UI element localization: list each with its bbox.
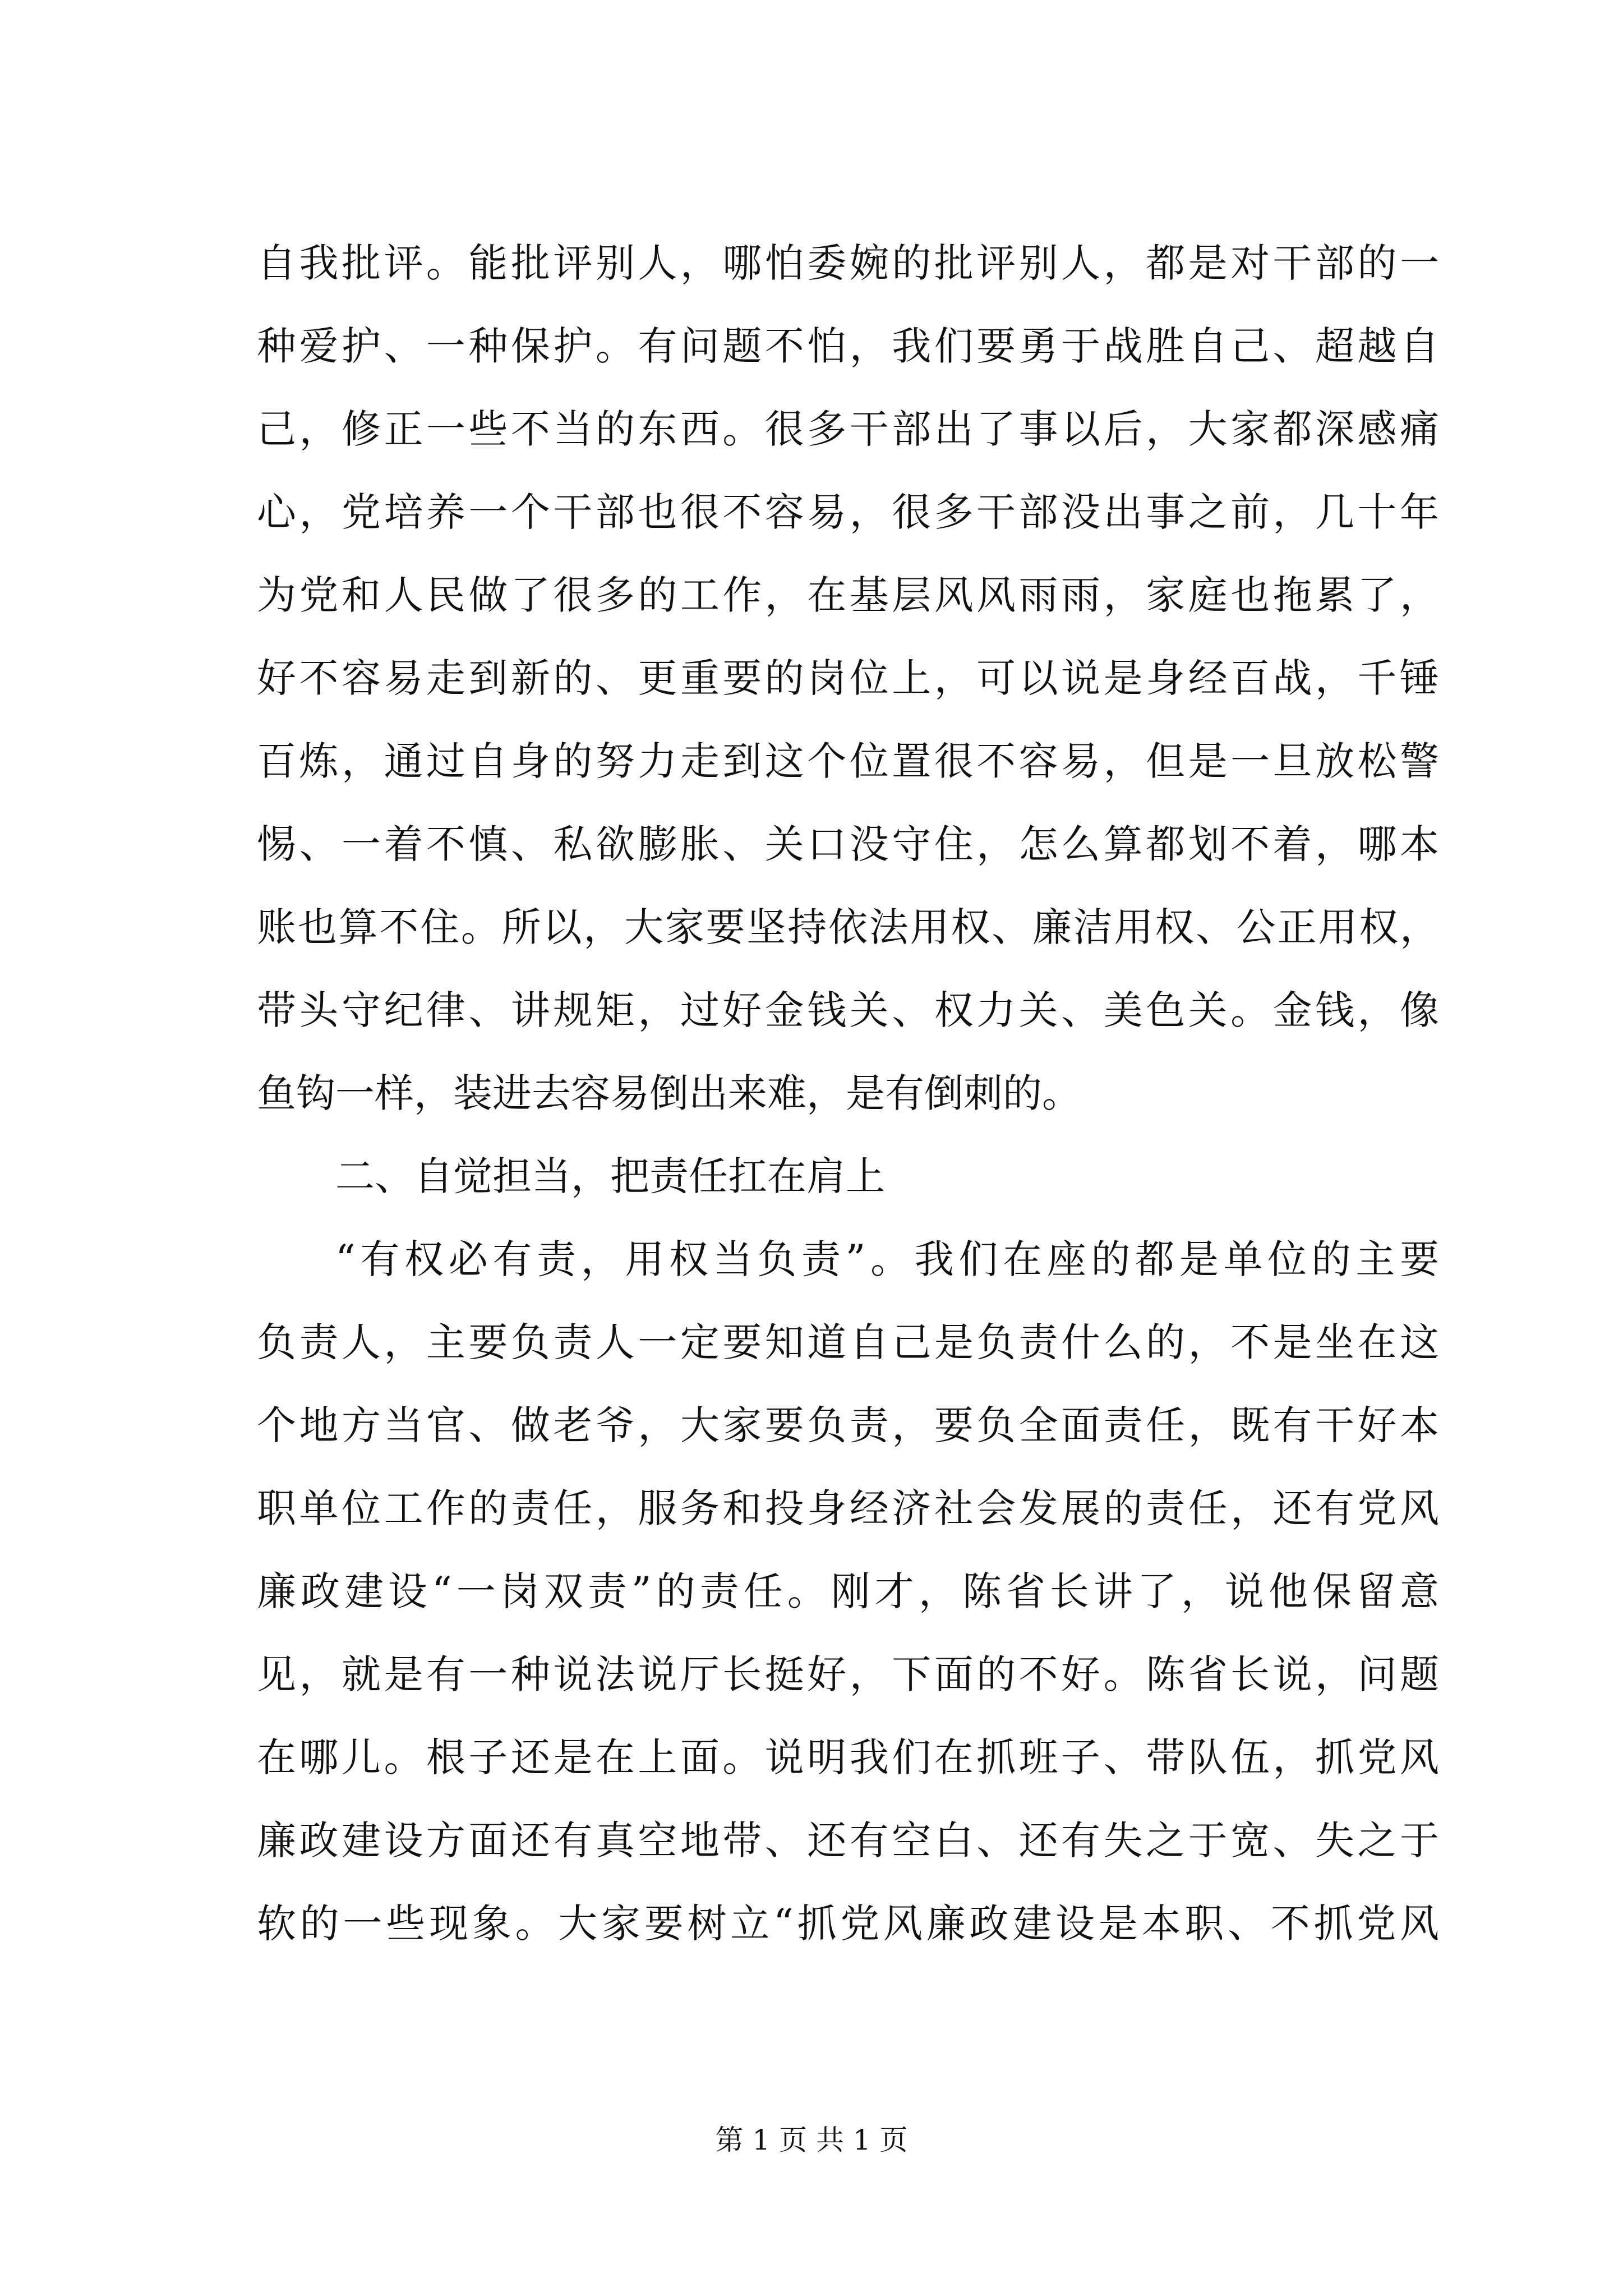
text-line: 个地方当官、做老爷，大家要负责，要负全面责任，既有干好本	[257, 1402, 1439, 1448]
text-line: 种爱护、一种保护。有问题不怕，我们要勇于战胜自己、超越自	[257, 323, 1439, 369]
text-line: 己，修正一些不当的东西。很多干部出了事以后，大家都深感痛	[257, 406, 1439, 452]
text-line: 惕、一着不慎、私欲膨胀、关口没守住，怎么算都划不着，哪本	[257, 821, 1439, 867]
page-footer: 第 1 页 共 1 页	[715, 2124, 908, 2156]
text-line: 见，就是有一种说法说厅长挺好，下面的不好。陈省长说，问题	[257, 1651, 1439, 1697]
text-line: 为党和人民做了很多的工作，在基层风风雨雨，家庭也拖累了，	[257, 572, 1439, 618]
text-line: 职单位工作的责任，服务和投身经济社会发展的责任，还有党风	[257, 1485, 1439, 1531]
section-heading: 二、自觉担当，把责任扛在肩上	[335, 1153, 885, 1199]
text-line: 鱼钩一样，装进去容易倒出来难，是有倒刺的。	[257, 1070, 1081, 1116]
text-line: 百炼，通过自身的努力走到这个位置很不容易，但是一旦放松警	[257, 738, 1439, 784]
text-line: 自我批评。能批评别人，哪怕委婉的批评别人，都是对干部的一	[257, 240, 1439, 286]
text-line: 账也算不住。所以，大家要坚持依法用权、廉洁用权、公正用权，	[257, 904, 1439, 950]
text-line: 在哪儿。根子还是在上面。说明我们在抓班子、带队伍，抓党风	[257, 1734, 1439, 1780]
text-line: 带头守纪律、讲规矩，过好金钱关、权力关、美色关。金钱，像	[257, 987, 1439, 1033]
text-line: 廉政建设方面还有真空地带、还有空白、还有失之于宽、失之于	[257, 1818, 1439, 1864]
document-body	[257, 222, 1439, 1965]
text-line: 好不容易走到新的、更重要的岗位上，可以说是身经百战，千锤	[257, 655, 1439, 701]
text-line: 廉政建设“一岗双责”的责任。刚才，陈省长讲了，说他保留意	[257, 1568, 1439, 1614]
text-line: “有权必有责，用权当负责”。我们在座的都是单位的主要	[335, 1236, 1439, 1282]
text-line: 心，党培养一个干部也很不容易，很多干部没出事之前，几十年	[257, 489, 1439, 535]
text-line: 负责人，主要负责人一定要知道自己是负责什么的，不是坐在这	[257, 1319, 1439, 1365]
text-line: 软的一些现象。大家要树立“抓党风廉政建设是本职、不抓党风	[257, 1901, 1439, 1947]
